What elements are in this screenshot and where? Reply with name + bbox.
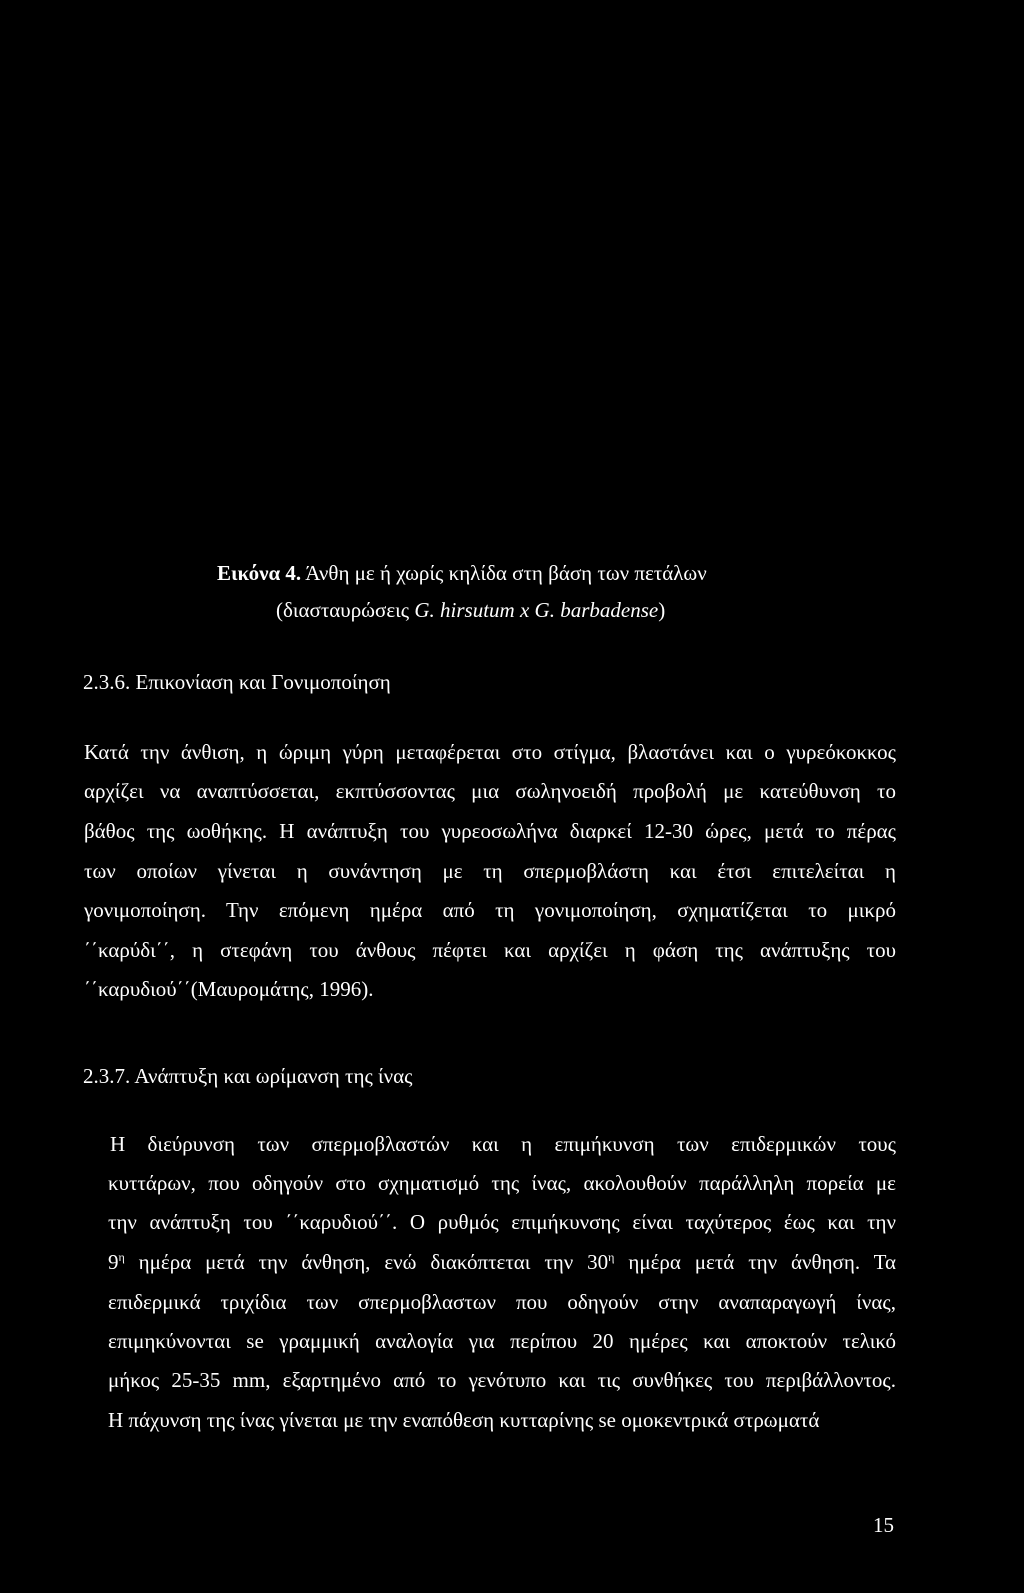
paragraph-line: Η πάχυνση της ίνας γίνεται με την εναπόθεση κυτταρίνης se ομοκεντρικά στρωματά xyxy=(108,1408,820,1432)
page-number: 15 xyxy=(873,1513,894,1537)
figure-caption-text: Άνθη με ή χωρίς κηλίδα στη βάση των πετάλων xyxy=(301,561,707,585)
ordinal-suffix: η xyxy=(118,1250,125,1264)
paragraph-line: γονιμοποίηση. Την επόμενη ημέρα από τη γονιμοποίηση, σχηματίζεται το μικρό xyxy=(84,898,896,922)
paragraph-line: την ανάπτυξη του ΄΄καρυδιού΄΄. Ο ρυθμός επιμήκυνσης είναι ταχύτερος έως και την xyxy=(108,1210,896,1234)
paragraph-line xyxy=(108,1252,896,1273)
species-name: G. hirsutum xyxy=(414,598,515,622)
figure-label: Εικόνα 4. xyxy=(217,561,302,585)
paragraph-line: Η διεύρυνση των σπερμοβλαστών και η επιμήκυνση των επιδερμικών τους xyxy=(110,1132,896,1156)
paragraph-line: μήκος 25-35 mm, εξαρτημένο από το γενότυπο και τις συνθήκες του περιβάλλοντος. xyxy=(108,1368,896,1392)
paragraph-line: κυττάρων, που οδηγούν στο σχηματισμό της ίνας, ακολουθούν παράλληλη πορεία με xyxy=(108,1171,896,1195)
section-heading: 2.3.7. Ανάπτυξη και ωρίμανση της ίνας xyxy=(83,1064,413,1088)
paragraph-line: βάθος της ωοθήκης. Η ανάπτυξη του γυρεοσωλήνα διαρκεί 12-30 ώρες, μετά το πέρας xyxy=(84,819,896,843)
ordinal-suffix: η xyxy=(608,1250,615,1264)
paragraph-line: των οποίων γίνεται η συνάντηση με τη σπερμοβλάστη και έτσι επιτελείται η xyxy=(84,859,896,883)
cross-symbol: x xyxy=(514,598,535,622)
paragraph-text: ημέρα μετά την άνθηση, ενώ διακόπτεται την 30 xyxy=(124,1250,609,1274)
paragraph-line: Κατά την άνθιση, η ώριμη γύρη μεταφέρεται στο στίγμα, βλαστάνει και ο γυρεόκοκκος xyxy=(84,740,896,764)
paragraph-line: ΄΄καρυδιού΄΄(Μαυρομάτης, 1996). xyxy=(84,977,374,1001)
caption-text-close: ) xyxy=(658,598,666,622)
figure-caption-line-1 xyxy=(217,563,707,584)
paragraph-line: αρχίζει να αναπτύσσεται, εκπτύσσοντας μια σωληνοειδή προβολή με κατεύθυνση το xyxy=(84,779,896,803)
paragraph-text: ημέρα μετά την άνθηση. Τα xyxy=(614,1250,896,1274)
section-heading: 2.3.6. Επικονίαση και Γονιμοποίηση xyxy=(83,670,391,694)
paragraph-line: ΄΄καρύδι΄΄, η στεφάνη του άνθους πέφτει και αρχίζει η φάση της ανάπτυξης του xyxy=(84,938,896,962)
paragraph-line: επιδερμικά τριχίδια των σπερμοβλαστων που οδηγούν στην αναπαραγωγή ίνας, xyxy=(108,1290,896,1314)
ordinal-number: 9 xyxy=(108,1250,119,1274)
figure-caption-line-2 xyxy=(276,600,665,621)
caption-text-open: (διασταυρώσεις xyxy=(276,598,415,622)
species-name: G. barbadense xyxy=(534,598,659,622)
paragraph-line: επιμηκύνονται se γραμμική αναλογία για περίπου 20 ημέρες και αποκτούν τελικό xyxy=(108,1329,896,1353)
